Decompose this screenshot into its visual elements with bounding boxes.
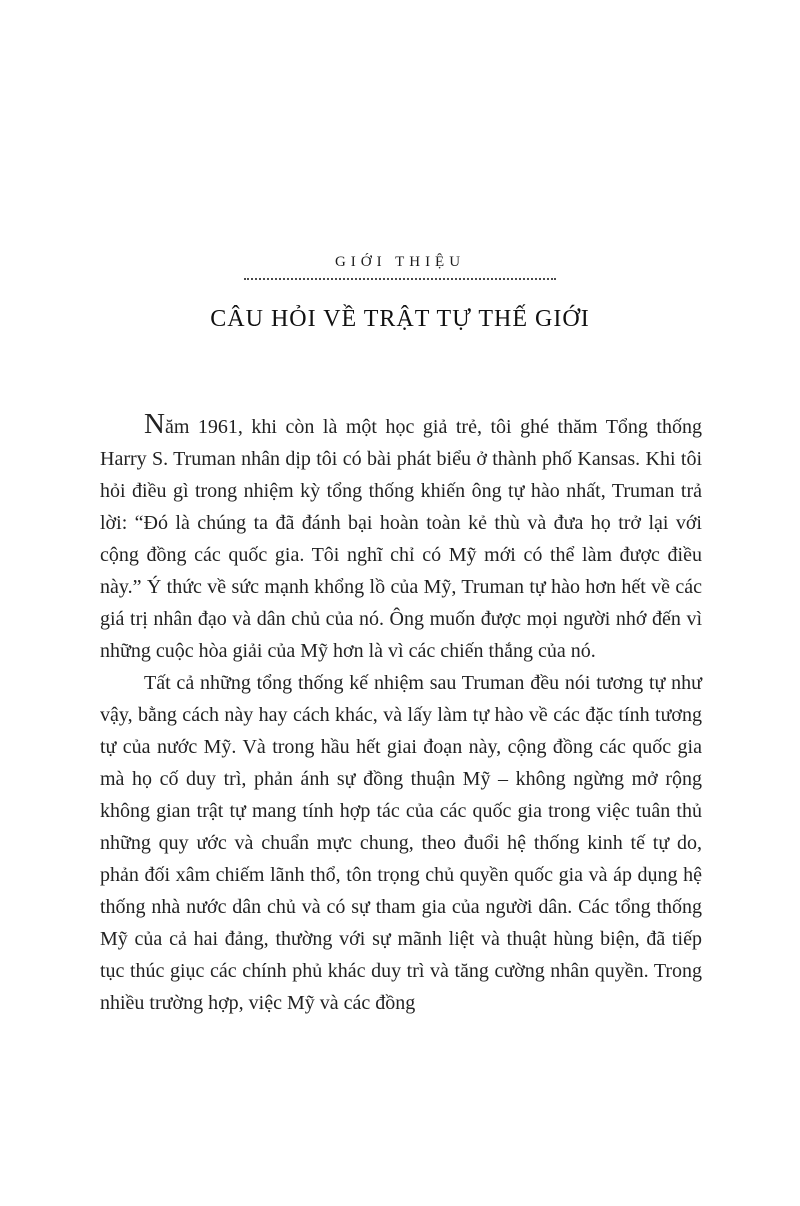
section-label: GIỚI THIỆU xyxy=(244,254,556,280)
paragraph-1-text: ăm 1961, khi còn là một học giả trẻ, tôi ghé thăm Tổng thống Harry S. Truman nhân dịp tôi có bài phát biểu ở thành phố Kansas. Khi tôi hỏi điều gì trong nhiệm kỳ tổng thống khiến ông tự hào nhất, Truman trả lời: “Đó là chúng ta đã đánh bại hoàn toàn kẻ thù và đưa họ trở lại với cộng đồng các quốc gia. Tôi nghĩ chỉ có Mỹ mới có thể làm được điều này.” Ý thức về sức mạnh khổng lồ của Mỹ, Truman tự hào hơn hết về các giá trị nhân đạo và dân chủ của nó. Ông muốn được mọi người nhớ đến vì những cuộc hòa giải của Mỹ hơn là vì các chiến thắng của nó. xyxy=(100,416,702,662)
body-text xyxy=(100,410,702,1019)
paragraph-1 xyxy=(100,410,702,667)
lead-letter: N xyxy=(144,408,165,440)
paragraph-2: Tất cả những tổng thống kế nhiệm sau Truman đều nói tương tự như vậy, bằng cách này hay cách khác, và lấy làm tự hào về các đặc tính tương tự của nước Mỹ. Và trong hầu hết giai đoạn này, cộng đồng các quốc gia mà họ cố duy trì, phản ánh sự đồng thuận Mỹ – không ngừng mở rộng không gian trật tự mang tính hợp tác của các quốc gia trong việc tuân thủ những quy ước và chuẩn mực chung, theo đuổi hệ thống kinh tế tự do, phản đối xâm chiếm lãnh thổ, tôn trọng chủ quyền quốc gia và áp dụng hệ thống nhà nước dân chủ và có sự tham gia của người dân. Các tổng thống Mỹ của cả hai đảng, thường với sự mãnh liệt và thuật hùng biện, đã tiếp tục thúc giục các chính phủ khác duy trì và tăng cường nhân quyền. Trong nhiều trường hợp, việc Mỹ và các đồng xyxy=(100,672,702,1014)
chapter-title: CÂU HỎI VỀ TRẬT TỰ THẾ GIỚI xyxy=(210,306,590,332)
section-label-row xyxy=(0,254,800,280)
